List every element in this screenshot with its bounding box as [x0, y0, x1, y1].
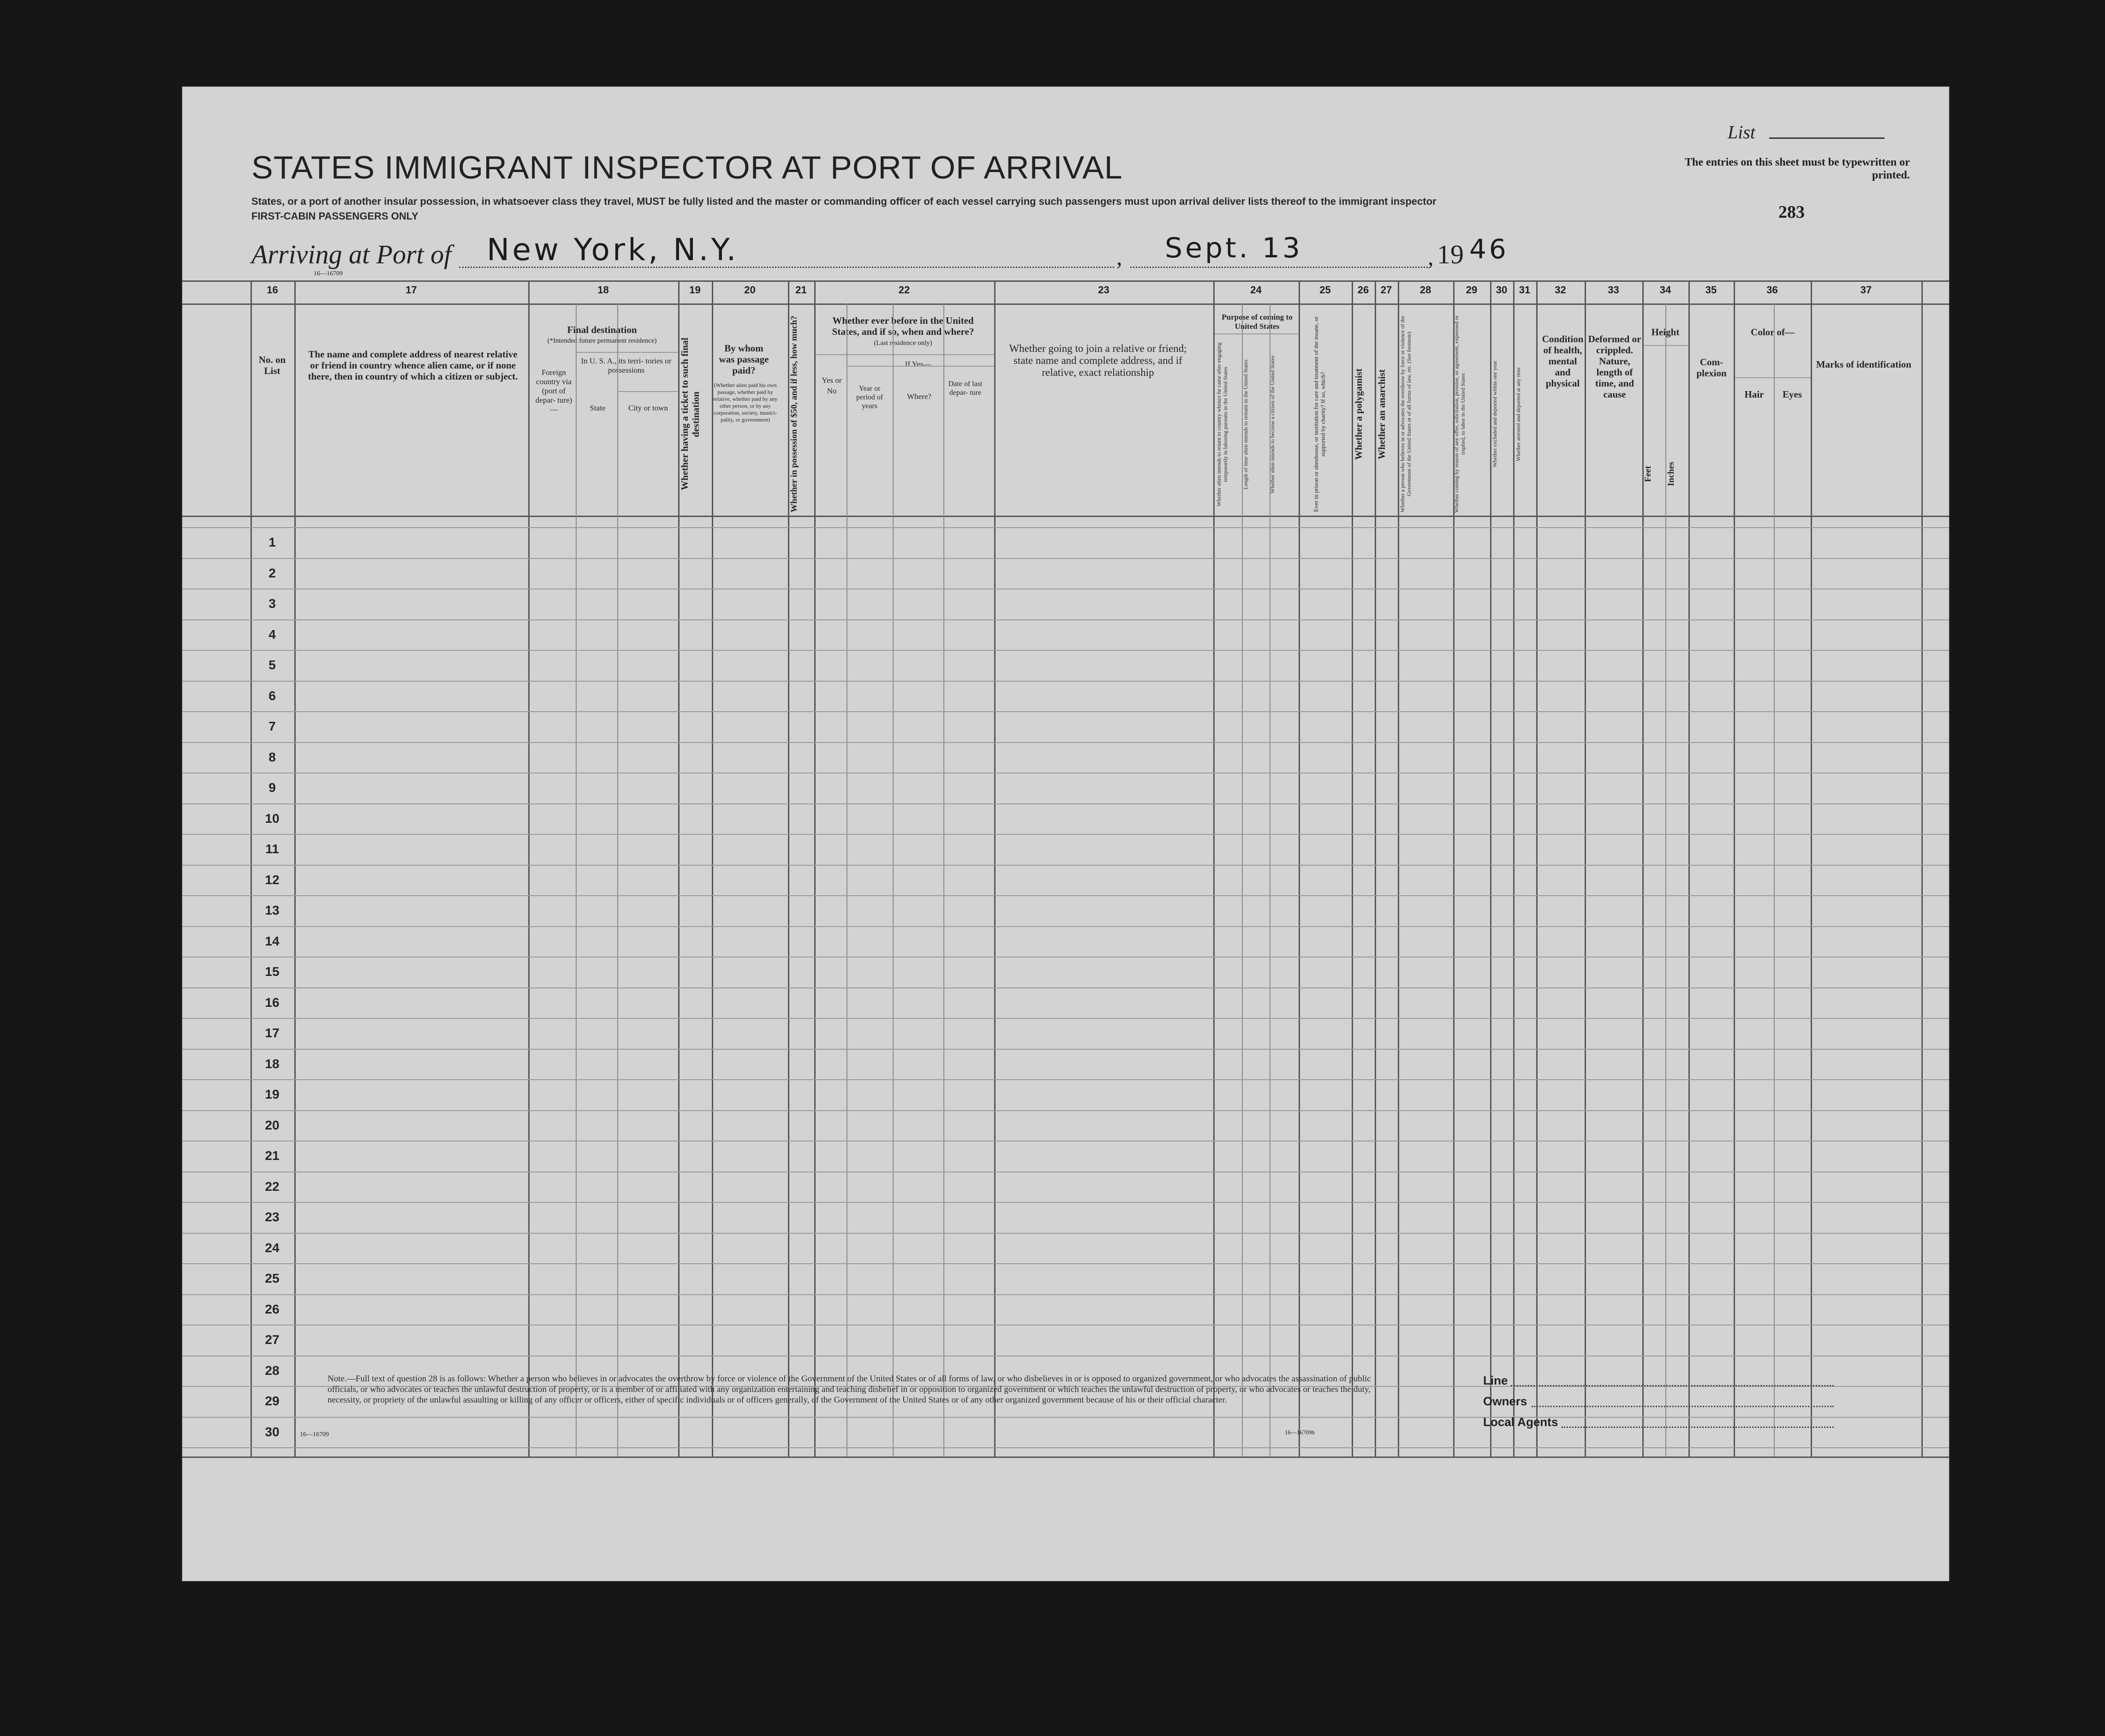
column-number: 19	[689, 284, 701, 296]
grid-line	[814, 354, 994, 355]
grid-line	[182, 1202, 1949, 1203]
grid-line	[788, 280, 789, 1457]
grid-line	[994, 280, 996, 1457]
col35-header: Com- plexion	[1696, 357, 1727, 379]
row-number: 22	[265, 1179, 280, 1194]
list-number-line	[1769, 137, 1884, 139]
col24-b: Length of time alien intends to remain in the United States	[1242, 359, 1249, 490]
grid-line	[1921, 280, 1923, 1457]
row-number: 17	[265, 1026, 280, 1040]
row-number: 14	[265, 934, 280, 948]
year-printed: 19	[1437, 239, 1464, 269]
grid-line	[182, 619, 1949, 620]
col28-header: Whether a person who believes in or advocates the overthrow by force or violence of the Government of the United States or of all forms of law, etc. (See footnote)	[1399, 315, 1412, 513]
footnote-form-code: 16—16709b	[1285, 1429, 1315, 1436]
row-number: 20	[265, 1118, 280, 1132]
grid-line	[1352, 280, 1353, 1457]
grid-line	[182, 1294, 1949, 1295]
col36-eyes: Eyes	[1783, 389, 1802, 400]
grid-line	[1734, 280, 1735, 1457]
row-number: 11	[265, 842, 279, 856]
grid-line	[182, 711, 1949, 712]
grid-line	[1642, 280, 1644, 1457]
col20-header: By whom was passage paid?	[719, 343, 769, 376]
col23-header: Whether going to join a relative or friend; state name and complete address, and if relative, exact relationship	[1009, 343, 1187, 378]
grid-line	[182, 865, 1949, 866]
list-label: List	[1728, 122, 1756, 143]
column-number: 32	[1555, 284, 1566, 296]
col33-header: Deformed or crippled. Nature, length of time, and cause	[1588, 333, 1641, 400]
grid-line	[182, 527, 1949, 528]
date-line	[1130, 267, 1428, 268]
grid-line	[182, 1417, 1949, 1418]
footnote-question-28: Note.—Full text of question 28 is as follows: Whether a person who believes in or advocates the overthrow by force or violence of the Government of the United States or of all forms of law, or who disbelieves in or is opposed to organized government, or who advocates the assassination of public officials, or who advocates or teaches the unlawful destruction of property, or is a member of or affiliated with any organization entertaining and teaching disbelief in or opposition to organized government or which teaches the unlawful destruction of property, or who advocates or teaches the duty, necessity, or propriety of the unlawful assaulting or killing of any officer or officers, either of specific individuals or of officers generally, of the Government of the United States or of any other organized government because of his or their official character.	[328, 1374, 1371, 1405]
grid-line	[182, 803, 1949, 804]
date-handwritten: Sept. 13	[1165, 232, 1303, 264]
cabin-class: FIRST-CABIN PASSENGERS ONLY	[251, 210, 418, 222]
line-label: Line	[1483, 1373, 1508, 1387]
grid-line	[1242, 303, 1243, 333]
grid-line	[1299, 280, 1300, 1457]
row-number: 2	[268, 566, 276, 580]
port-handwritten: New York, N.Y.	[487, 232, 739, 268]
col31-header: Whether arrested and deported at any time	[1515, 367, 1521, 461]
grid-line	[1774, 303, 1775, 377]
grid-line	[576, 352, 577, 1457]
column-number: 34	[1659, 284, 1671, 296]
col26-header: Whether a polygamist	[1353, 369, 1364, 460]
line-field	[1511, 1385, 1834, 1386]
form-code: 16—16709	[314, 270, 343, 277]
column-number: 24	[1250, 284, 1262, 296]
col18-usa: In U. S. A., its terri- tories or possessions	[581, 357, 672, 375]
column-number: 31	[1519, 284, 1531, 296]
grid-line	[182, 926, 1949, 927]
row-number: 8	[268, 750, 276, 764]
grid-line	[1734, 377, 1811, 378]
grid-line	[1688, 280, 1690, 1457]
column-number: 33	[1608, 284, 1619, 296]
grid-line	[182, 1018, 1949, 1019]
grid-line	[943, 366, 944, 1457]
col18-state: State	[590, 404, 606, 412]
grid-line	[1453, 280, 1455, 1457]
col16-header: No. on List	[258, 354, 286, 376]
column-number: 21	[795, 284, 807, 296]
col34-header: Height	[1651, 327, 1680, 338]
col37-header: Marks of identification	[1816, 359, 1912, 370]
grid-line	[1490, 280, 1491, 1457]
col22-year: Year or period of years	[856, 385, 883, 410]
grid-line	[576, 303, 577, 352]
entries-note: The entries on this sheet must be typewritten or printed.	[1685, 156, 1910, 181]
row-number: 25	[265, 1271, 280, 1285]
column-number: 35	[1705, 284, 1717, 296]
grid-line	[893, 366, 894, 1457]
grid-line	[1585, 280, 1586, 1457]
grid-line	[1375, 280, 1376, 1457]
grid-line	[712, 280, 713, 1457]
column-number: 25	[1319, 284, 1331, 296]
col27-header: Whether an anarchist	[1376, 369, 1387, 459]
owners-field	[1532, 1406, 1834, 1407]
col21-header: Whether in possession of $50, and if less, how much?	[789, 315, 799, 513]
col22-where: Where?	[907, 392, 931, 401]
column-number: 37	[1860, 284, 1872, 296]
col25-header: Ever in prison or almshouse, or institution for care and treatment of the insane, or supported by charity? If so, which?	[1312, 316, 1326, 512]
column-number: 28	[1419, 284, 1431, 296]
comma: ,	[1116, 244, 1122, 270]
column-number: 22	[898, 284, 910, 296]
grid-line	[182, 742, 1949, 743]
grid-line	[814, 280, 816, 1457]
form-subtitle: States, or a port of another insular possession, in whatsoever class they travel, MUST be fully listed and the master or commanding officer of each vessel carrying such passengers must upon arrival deliver lists thereof to the immigrant inspector	[251, 196, 1437, 207]
row-number: 27	[265, 1332, 280, 1347]
grid-line	[182, 681, 1949, 682]
column-number: 27	[1380, 284, 1392, 296]
col22-yesno: Yes or No	[822, 376, 842, 395]
grid-line	[294, 280, 296, 1457]
col19-header: Whether having a ticket to such final destination	[679, 338, 701, 491]
column-number: 36	[1766, 284, 1778, 296]
grid-line	[1665, 303, 1666, 345]
column-number: 29	[1466, 284, 1478, 296]
row-number: 26	[265, 1302, 280, 1316]
col34-feet: Feet	[1643, 466, 1653, 482]
grid-line	[182, 1263, 1949, 1264]
column-number: 23	[1098, 284, 1109, 296]
row-number: 23	[265, 1210, 280, 1224]
col24-a: Whether alien intends to return to country whence he came after engaging temporarily in laboring pursuits in the United States	[1216, 342, 1228, 507]
grid-line	[182, 1325, 1949, 1326]
row-number: 9	[268, 780, 276, 795]
year-handwritten: 46	[1469, 233, 1509, 265]
col18-note: (*Intended future permanent residence)	[547, 337, 657, 345]
col36-hair: Hair	[1744, 389, 1764, 400]
column-number: 16	[267, 284, 278, 296]
col18-header: Final destination	[567, 324, 637, 335]
col22-ifyes: If Yes—	[905, 360, 931, 369]
row-number: 6	[268, 689, 276, 703]
row-number: 15	[265, 964, 280, 979]
grid-line	[1213, 333, 1299, 334]
grid-line	[847, 366, 893, 367]
row-number: 5	[268, 658, 276, 672]
grid-line	[182, 1110, 1949, 1111]
col18-city: City or town	[628, 404, 668, 412]
grid-line	[182, 650, 1949, 651]
row-number: 30	[265, 1425, 280, 1439]
grid-line	[576, 352, 678, 353]
column-number: 17	[405, 284, 417, 296]
grid-line	[182, 558, 1949, 559]
col29-header: Whether coming by reason of any offer, solicitation, promise, or agreement, expressed or implied, to labor in the United States	[1453, 315, 1466, 513]
local-agents-label: Local Agents	[1483, 1415, 1558, 1429]
grid-line	[943, 303, 944, 366]
col22-note: (Last residence only)	[874, 339, 932, 347]
form-title: STATES IMMIGRANT INSPECTOR AT PORT OF ARRIVAL	[251, 149, 1123, 185]
grid-line	[182, 280, 1949, 282]
grid-line	[182, 1171, 1949, 1172]
row-number: 3	[268, 596, 276, 611]
grid-line	[1513, 280, 1515, 1457]
row-number: 1	[268, 535, 276, 549]
grid-line	[617, 303, 618, 391]
owners-label: Owners	[1483, 1394, 1527, 1408]
grid-line	[1811, 280, 1812, 1457]
col24-c: Whether alien intends to become a citizen of the United States	[1269, 355, 1276, 494]
grid-form-code: 16—16709	[300, 1431, 329, 1438]
column-number: 26	[1357, 284, 1369, 296]
column-number: 30	[1496, 284, 1508, 296]
row-number: 16	[265, 995, 280, 1010]
row-number: 21	[265, 1148, 280, 1163]
col17-header: The name and complete address of nearest relative or friend in country whence alien came, or if none there, then in country of which a citizen or subject.	[308, 349, 518, 382]
grid-line	[617, 391, 678, 392]
grid-line	[1213, 280, 1215, 1457]
grid-line	[182, 1049, 1949, 1050]
row-number: 29	[265, 1394, 280, 1408]
col30-header: Whether excluded and deported within one year	[1491, 361, 1498, 468]
local-agents-field	[1562, 1427, 1834, 1428]
col18-foreign: Foreign country via (port of depar- ture)—	[535, 368, 572, 414]
row-number: 12	[265, 873, 280, 887]
grid-line	[182, 516, 1949, 517]
grid-line	[182, 895, 1949, 896]
row-number: 10	[265, 811, 280, 826]
row-number: 13	[265, 903, 280, 917]
row-number: 4	[268, 627, 276, 642]
grid-line	[528, 280, 530, 1457]
col36-header: Color of—	[1751, 327, 1795, 338]
grid-line	[182, 1079, 1949, 1080]
grid-line	[182, 303, 1949, 305]
grid-line	[182, 987, 1949, 988]
arriving-label: Arriving at Port of	[251, 239, 452, 269]
row-number: 28	[265, 1363, 280, 1378]
sheet-number: 283	[1778, 202, 1805, 222]
grid-line	[1398, 280, 1399, 1457]
grid-line	[182, 1233, 1949, 1234]
col22-date: Date of last depar- ture	[948, 380, 983, 397]
grid-line	[1536, 280, 1538, 1457]
col22-header: Whether ever before in the United States, and if so, when and where?	[832, 315, 974, 337]
col34-inches: Inches	[1666, 462, 1676, 487]
manifest-sheet	[182, 87, 1949, 1581]
col20-note: (Whether alien paid his own passage, whether paid by relative, whether paid by any other person, or by any corporation, society, munici- pality, or government)	[713, 382, 778, 423]
grid-line	[182, 834, 1949, 835]
row-number: 24	[265, 1241, 280, 1255]
column-number: 18	[597, 284, 609, 296]
grid-line	[1665, 345, 1666, 1457]
row-number: 7	[268, 719, 276, 733]
grid-line	[182, 1457, 1949, 1458]
comma: ,	[1428, 244, 1434, 270]
column-number: 20	[744, 284, 756, 296]
row-number: 19	[265, 1087, 280, 1101]
grid-line	[617, 391, 618, 1457]
grid-line	[182, 1447, 1949, 1448]
grid-line	[893, 303, 894, 366]
col32-header: Condition of health, mental and physical	[1542, 333, 1584, 389]
row-number: 18	[265, 1057, 280, 1071]
col24-header: Purpose of coming to United States	[1222, 313, 1293, 331]
grid-line	[678, 280, 680, 1457]
